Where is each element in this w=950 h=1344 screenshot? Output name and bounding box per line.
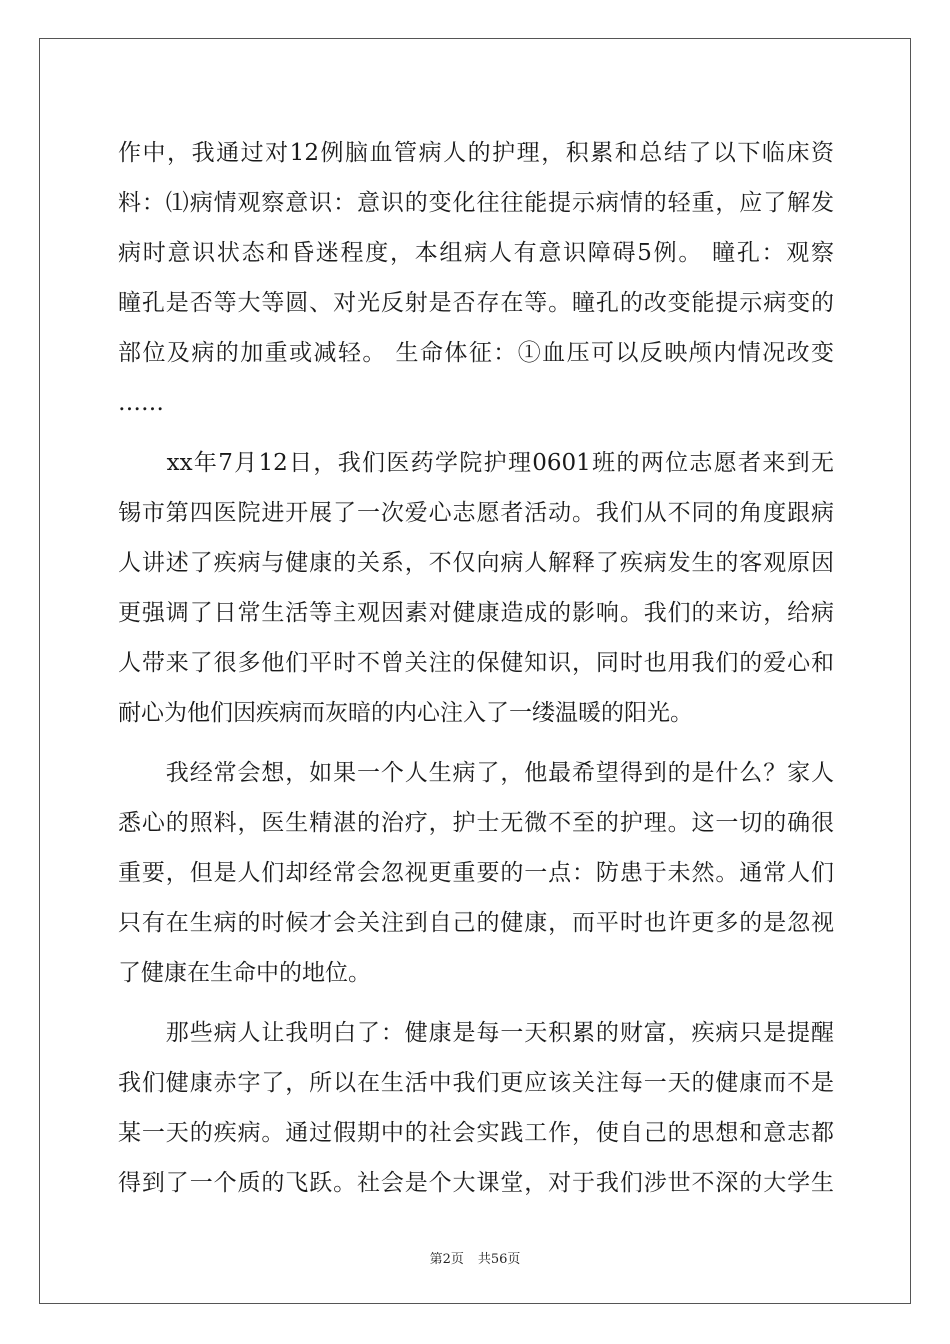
page-footer xyxy=(0,1248,950,1267)
text-line: xx年7月12日，我们医药学院护理0601班的两位志愿者来到无 xyxy=(118,450,834,476)
text-line: 只有在生病的时候才会关注到自己的健康，而平时也许更多的是忽视 xyxy=(118,910,834,936)
text-line: 我经常会想，如果一个人生病了，他最希望得到的是什么？家人 xyxy=(118,760,834,786)
text-line: 部位及病的加重或减轻。 生命体征：①血压可以反映颅内情况改变 xyxy=(118,340,834,366)
paragraph-1 xyxy=(118,128,834,428)
text-line: 那些病人让我明白了：健康是每一天积累的财富，疾病只是提醒 xyxy=(118,1020,834,1046)
text-line: …… xyxy=(118,390,164,416)
page-total: 共56页 xyxy=(477,1252,521,1267)
text-line: 作中，我通过对12例脑血管病人的护理，积累和总结了以下临床资 xyxy=(118,140,834,166)
text-line: 人带来了很多他们平时不曾关注的保健知识，同时也用我们的爱心和 xyxy=(118,650,834,676)
text-line: 悉心的照料，医生精湛的治疗，护士无微不至的护理。这一切的确很 xyxy=(118,810,834,836)
paragraph-4 xyxy=(118,1008,834,1208)
text-line: 得到了一个质的飞跃。社会是个大课堂，对于我们涉世不深的大学生 xyxy=(118,1170,834,1196)
text-line: 耐心为他们因疾病而灰暗的内心注入了一缕温暖的阳光。 xyxy=(118,700,693,726)
text-line: 了健康在生命中的地位。 xyxy=(118,960,371,986)
text-line: 人讲述了疾病与健康的关系，不仅向病人解释了疾病发生的客观原因 xyxy=(118,550,834,576)
text-line: 我们健康赤字了，所以在生活中我们更应该关注每一天的健康而不是 xyxy=(118,1070,834,1096)
text-line: 瞳孔是否等大等圆、对光反射是否存在等。瞳孔的改变能提示病变的 xyxy=(118,290,834,316)
text-line: 更强调了日常生活等主观因素对健康造成的影响。我们的来访，给病 xyxy=(118,600,834,626)
text-line: 料：⑴病情观察意识：意识的变化往往能提示病情的轻重，应了解发 xyxy=(118,190,834,216)
text-line: 重要，但是人们却经常会忽视更重要的一点：防患于未然。通常人们 xyxy=(118,860,834,886)
text-line: 某一天的疾病。通过假期中的社会实践工作，使自己的思想和意志都 xyxy=(118,1120,834,1146)
page-number: 第2页 xyxy=(429,1252,464,1267)
document-body xyxy=(118,128,834,1208)
paragraph-3 xyxy=(118,748,834,998)
paragraph-2 xyxy=(118,438,834,738)
text-line: 锡市第四医院进开展了一次爱心志愿者活动。我们从不同的角度跟病 xyxy=(118,500,834,526)
text-line: 病时意识状态和昏迷程度，本组病人有意识障碍5例。 瞳孔：观察 xyxy=(118,240,834,266)
